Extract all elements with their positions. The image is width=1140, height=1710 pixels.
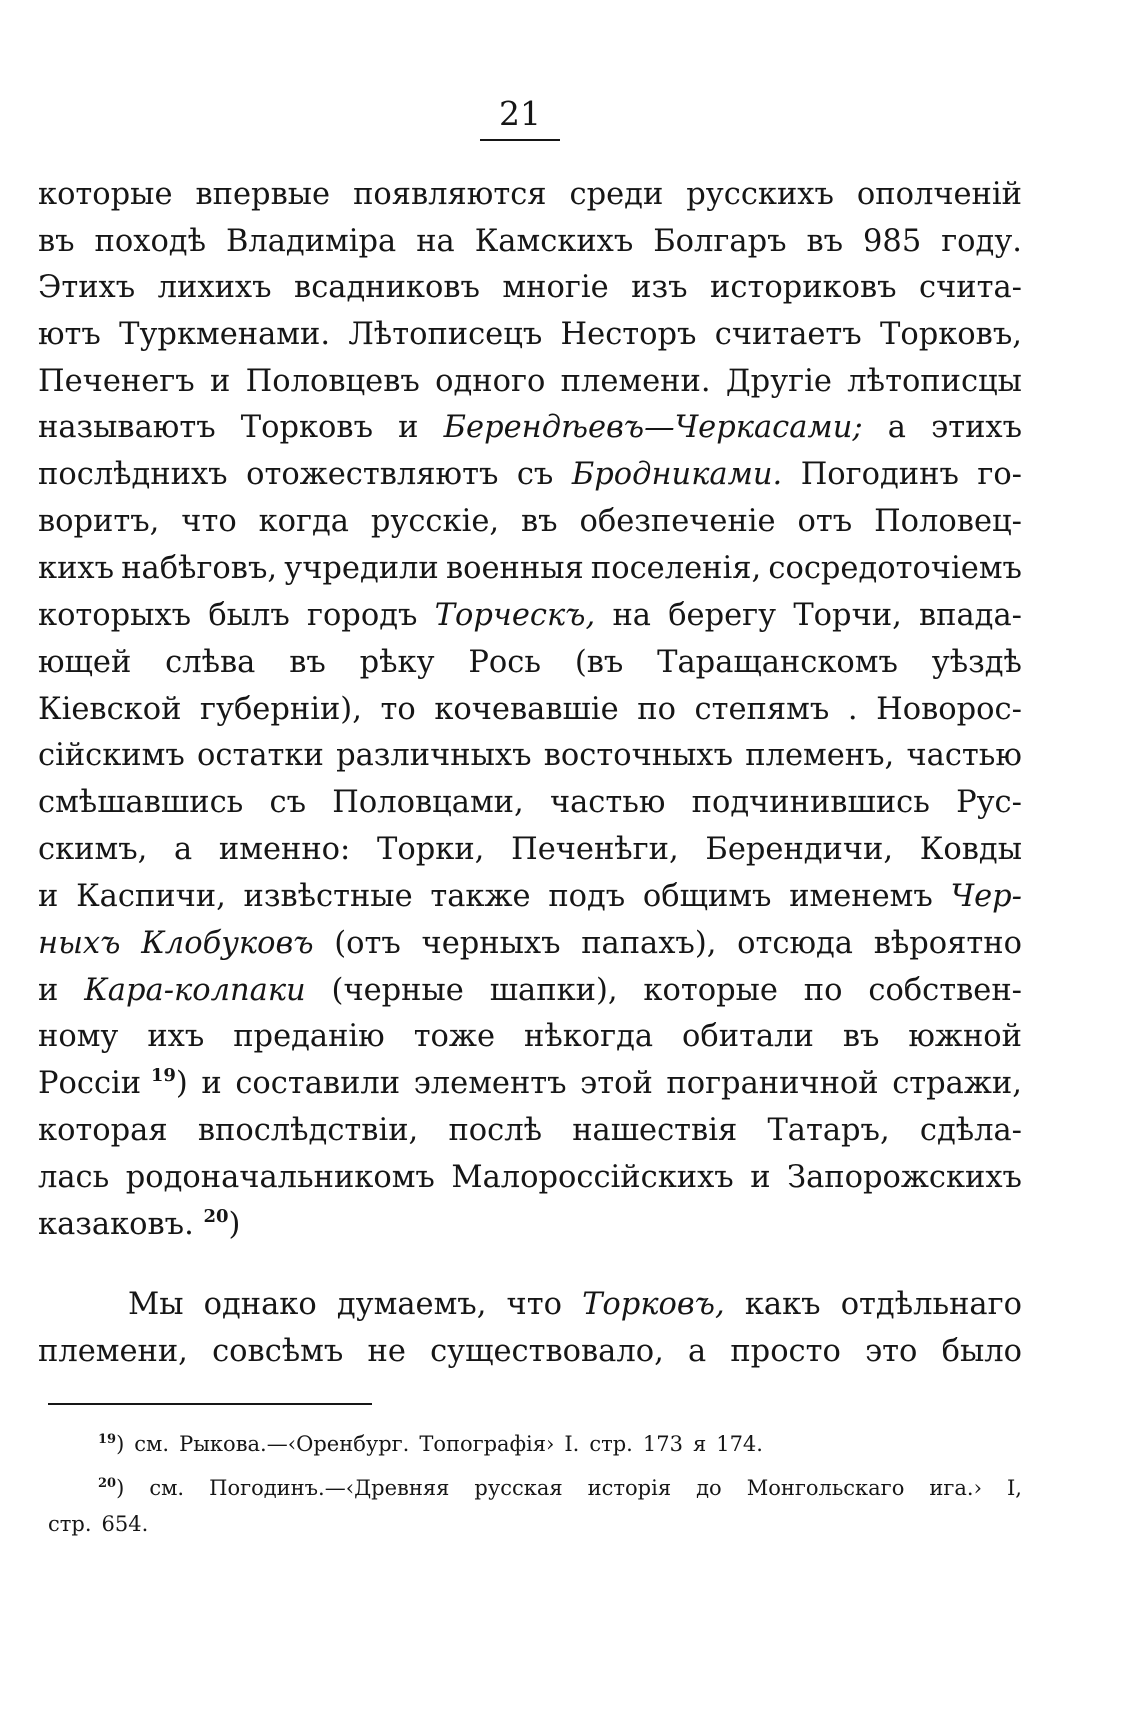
word: Каспичи, (76, 879, 226, 914)
word: I. (564, 1432, 580, 1456)
word: общимъ (642, 879, 772, 914)
page-number-rule (480, 139, 560, 141)
word: одного (435, 364, 546, 399)
text-line (38, 219, 1022, 265)
word: Несторъ (560, 317, 697, 352)
text-line (38, 921, 1022, 967)
word: на (416, 224, 455, 259)
word: частью (906, 738, 1022, 773)
word: восточныхъ (543, 738, 733, 773)
word: сійскимъ (38, 738, 185, 773)
word: воритъ, (38, 504, 160, 539)
word: съ (516, 457, 554, 492)
word: и (38, 973, 59, 1008)
word: 173 (642, 1432, 683, 1456)
word: ющей (38, 645, 132, 680)
word: всадниковъ (294, 270, 480, 305)
word: въ (842, 1019, 880, 1054)
word: то (380, 692, 416, 727)
footnote-ref-20: 20 (203, 1206, 229, 1227)
word: просто (730, 1334, 841, 1369)
text-line (38, 452, 1022, 498)
word: которыхъ (38, 598, 192, 633)
word: военныя (445, 551, 584, 586)
word: стр. (589, 1432, 633, 1456)
word-with-footnote-ref (38, 1061, 188, 1107)
word: Торковъ (240, 410, 373, 445)
word: ига.› (929, 1476, 982, 1500)
text-line (38, 640, 1022, 686)
word: въ (38, 224, 75, 259)
footnote-mark (98, 1426, 124, 1462)
word: (въ (574, 645, 624, 680)
word-italic: ныхъ (38, 926, 121, 961)
footnote-ref-19: 19 (150, 1065, 176, 1086)
word: берегу (668, 598, 777, 633)
footnote-mark-close: ) (116, 1432, 125, 1456)
word: ному (38, 1019, 119, 1054)
word: исторія (587, 1476, 672, 1500)
word: городъ (306, 598, 418, 633)
text-line (38, 1014, 1022, 1060)
word: учредили (284, 551, 439, 586)
word: Погодинъ (800, 457, 959, 492)
footnote-rule (48, 1403, 372, 1405)
word-italic: Торческъ, (434, 598, 596, 633)
word: Новорос- (876, 692, 1022, 727)
word: лихихъ (157, 270, 272, 305)
word: называютъ (38, 410, 216, 445)
text-line (38, 359, 1022, 405)
word: отсюда (737, 926, 853, 961)
word-italic: Чер- (950, 879, 1022, 914)
word: по (803, 973, 843, 1008)
word: лѣтописцы (847, 364, 1022, 399)
word: Погодинъ.—‹Древняя (209, 1476, 450, 1500)
word-italic: Клобуковъ (141, 926, 314, 961)
word: году. (941, 224, 1022, 259)
text-line (38, 265, 1022, 311)
word-italic: Бродниками. (571, 457, 783, 492)
word: походѣ (94, 224, 206, 259)
word: различныхъ (336, 738, 532, 773)
text-line (38, 1282, 1022, 1328)
text-line (38, 405, 1022, 451)
word: русскихъ (686, 177, 834, 212)
word: (черные (331, 973, 464, 1008)
word: а (687, 1334, 707, 1369)
word-italic: Кара-колпаки (84, 973, 306, 1008)
word: что (506, 1287, 562, 1322)
word: счита- (919, 270, 1022, 305)
word: лась (38, 1160, 110, 1195)
word: Половцами, (332, 785, 524, 820)
word: не (367, 1334, 406, 1369)
text-line (38, 1155, 1022, 1201)
word: и (750, 1160, 771, 1195)
word: которые (38, 177, 173, 212)
word: Торковъ, (880, 317, 1022, 352)
word: ютъ (38, 317, 101, 352)
word: было (941, 1334, 1022, 1369)
word: и (201, 1066, 222, 1101)
text-line (38, 172, 1022, 218)
word: среди (569, 177, 664, 212)
word: сдѣла- (919, 1113, 1022, 1148)
word: именно: (218, 832, 351, 867)
text-line (38, 1061, 1022, 1107)
word: см. (149, 1476, 185, 1500)
word: Рус- (956, 785, 1022, 820)
word: Этихъ (38, 270, 136, 305)
word: нѣкогда (523, 1019, 654, 1054)
word: Болгаръ (653, 224, 787, 259)
footnote-number: 20 (98, 1476, 117, 1491)
word: I, (1007, 1476, 1022, 1500)
word: см. (134, 1432, 170, 1456)
word: племени, (38, 1334, 188, 1369)
word: на (612, 598, 651, 633)
word: до (696, 1476, 722, 1500)
word: сосредоточіемъ (768, 551, 1022, 586)
word: Лѣтописецъ (348, 317, 543, 352)
footnote-mark (98, 1470, 124, 1506)
word: Рось (468, 645, 541, 680)
word: что (181, 504, 237, 539)
word: и (209, 364, 231, 399)
word: впослѣдствіи, (197, 1113, 419, 1148)
word: скимъ, (38, 832, 148, 867)
word: Малороссійскихъ (451, 1160, 734, 1195)
word: Россіи (38, 1066, 142, 1101)
word: какъ (744, 1287, 821, 1322)
word: отъ (797, 504, 853, 539)
text-line (38, 874, 1022, 920)
word: подчинившись (691, 785, 930, 820)
text-line (38, 312, 1022, 358)
word: родоначальникомъ (125, 1160, 435, 1195)
word: Печенѣги, (511, 832, 679, 867)
word: русская (474, 1476, 563, 1500)
word: думаемъ, (336, 1287, 487, 1322)
word-italic: Торковъ, (582, 1287, 725, 1322)
word: а (174, 832, 193, 867)
word: папахъ), (581, 926, 717, 961)
word: губерніи), (200, 692, 362, 727)
word: Другіе (725, 364, 832, 399)
word: это (865, 1334, 918, 1369)
footnote-ref-close: ) (228, 1207, 241, 1242)
text-line (38, 546, 1022, 592)
word: Торки, (377, 832, 485, 867)
word: этой (580, 1066, 653, 1101)
word: преданію (233, 1019, 385, 1054)
word: 174. (716, 1432, 763, 1456)
word: а (887, 410, 906, 445)
word: однако (203, 1287, 317, 1322)
footnote-number: 19 (98, 1432, 117, 1447)
word: казаковъ. (38, 1207, 194, 1242)
word: въ (520, 504, 558, 539)
word: которая (38, 1113, 168, 1148)
word: Топографія› (419, 1432, 555, 1456)
footnote-19 (48, 1426, 1022, 1462)
word: ихъ (147, 1019, 205, 1054)
word: смѣшавшись (38, 785, 244, 820)
word: черныхъ (421, 926, 561, 961)
word: многіе (502, 270, 609, 305)
text-line (38, 499, 1022, 545)
text-line (38, 593, 1022, 639)
word: . (847, 692, 858, 727)
word: Туркменами. (119, 317, 331, 352)
word: Половцевъ (245, 364, 420, 399)
word: степямъ (694, 692, 830, 727)
text-line (38, 1202, 1022, 1248)
word: собствен- (868, 973, 1022, 1008)
word: въ (289, 645, 326, 680)
word: Кіевской (38, 692, 182, 727)
word: 654. (101, 1512, 149, 1536)
word: обитали (682, 1019, 814, 1054)
word-with-footnote-ref (38, 1202, 240, 1248)
word: Ковды (919, 832, 1022, 867)
text-line (38, 1108, 1022, 1154)
word: стр. (48, 1512, 92, 1536)
word: Владиміра (225, 224, 397, 259)
text-line (38, 687, 1022, 733)
word: именемъ (789, 879, 933, 914)
word: совсѣмъ (212, 1334, 344, 1369)
word: нашествія (572, 1113, 738, 1148)
word: Половец- (874, 504, 1022, 539)
word: обезпеченіе (579, 504, 776, 539)
word: шапки), (489, 973, 618, 1008)
word: племенъ, (745, 738, 895, 773)
word: историковъ (710, 270, 897, 305)
page-number: 21 (499, 94, 541, 133)
word: появляются (353, 177, 547, 212)
word: Запорожскихъ (787, 1160, 1022, 1195)
word: ополченій (856, 177, 1022, 212)
text-line (38, 733, 1022, 779)
word: я (692, 1432, 707, 1456)
word: частью (549, 785, 666, 820)
word: и (38, 879, 59, 914)
word: Рыкова.—‹Оренбург. (179, 1432, 410, 1456)
word: считаетъ (714, 317, 862, 352)
word: остатки (197, 738, 324, 773)
word: когда (258, 504, 349, 539)
word: этихъ (931, 410, 1022, 445)
word: впервые (195, 177, 331, 212)
word: вѣроятно (873, 926, 1022, 961)
word: Берендичи, (705, 832, 894, 867)
word: былъ (208, 598, 290, 633)
word: (отъ (334, 926, 401, 961)
text-line (38, 1329, 1022, 1375)
text-line (38, 827, 1022, 873)
word: рѣку (359, 645, 435, 680)
word: южной (908, 1019, 1022, 1054)
word: Камскихъ (474, 224, 634, 259)
word: 985 (863, 224, 922, 259)
word: элементъ (413, 1066, 567, 1101)
word: Монгольскаго (746, 1476, 905, 1500)
word: извѣстные (243, 879, 413, 914)
word: Таращанскомъ (657, 645, 898, 680)
text-line (38, 968, 1022, 1014)
word: и (398, 410, 419, 445)
word: поселенія, (590, 551, 762, 586)
word: кихъ (38, 551, 114, 586)
word: племени. (560, 364, 711, 399)
word: также (430, 879, 531, 914)
word: русскіе, (370, 504, 500, 539)
footnote-20 (48, 1470, 1022, 1506)
word: уѣздѣ (931, 645, 1022, 680)
word: кочевавшіе (434, 692, 619, 727)
word: послѣднихъ (38, 457, 228, 492)
word-italic: Берендѣевъ—Черкасами; (443, 410, 863, 445)
word: Татаръ, (767, 1113, 890, 1148)
word: по (637, 692, 676, 727)
word: го- (977, 457, 1022, 492)
word: которые (643, 973, 778, 1008)
text-line (38, 780, 1022, 826)
word: слѣва (165, 645, 256, 680)
word: пограничной (666, 1066, 879, 1101)
word: Мы (128, 1287, 184, 1322)
word: стражи, (892, 1066, 1022, 1101)
word: отдѣльнаго (840, 1287, 1022, 1322)
word: составили (235, 1066, 401, 1101)
word: подъ (548, 879, 626, 914)
word: тоже (413, 1019, 496, 1054)
word: послѣ (448, 1113, 542, 1148)
word: впада- (919, 598, 1022, 633)
word: изъ (631, 270, 688, 305)
word: въ (806, 224, 844, 259)
word: Печенегъ (38, 364, 195, 399)
footnote-ref-close: ) (175, 1066, 188, 1101)
word: Торчи, (793, 598, 902, 633)
footnote-mark-close: ) (116, 1476, 125, 1500)
word: отожествляютъ (246, 457, 499, 492)
word: съ (269, 785, 307, 820)
word: существовало, (430, 1334, 664, 1369)
footnote-20-continued (48, 1506, 1022, 1542)
word: набѣговъ, (121, 551, 278, 586)
